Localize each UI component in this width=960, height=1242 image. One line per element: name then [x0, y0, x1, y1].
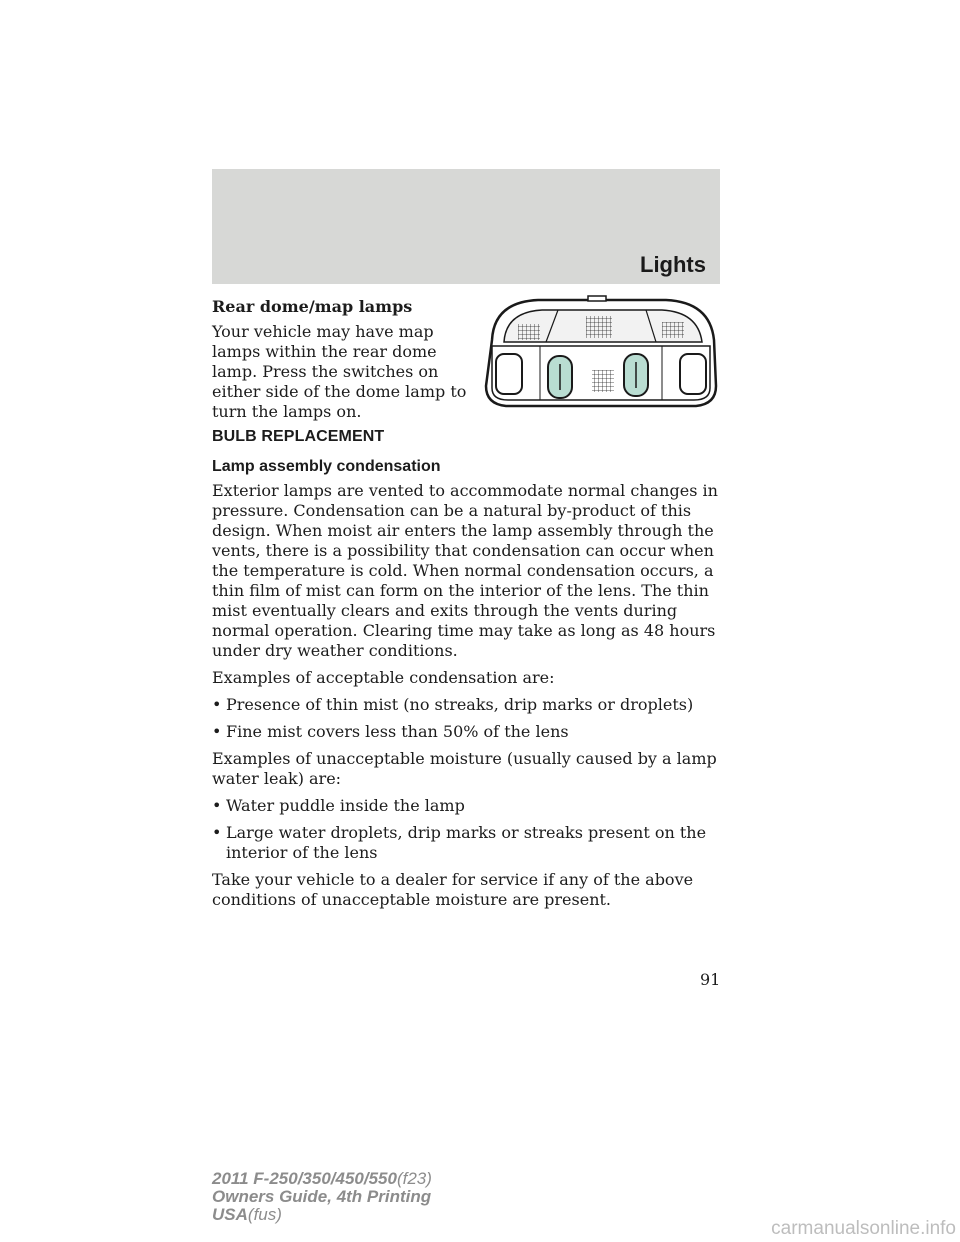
- footer-region-code: (fus): [247, 1205, 282, 1224]
- closing-paragraph: Take your vehicle to a dealer for service if any of the above conditions of unacceptable moisture are present.: [212, 870, 694, 909]
- rear-dome-map-lamp-icon: [478, 290, 724, 415]
- condensation-body: [212, 481, 726, 917]
- bulb-replacement-heading: BULB REPLACEMENT: [212, 428, 385, 445]
- footer-region: USA: [212, 1205, 248, 1224]
- rear-dome-heading: Rear dome/map lamps: [212, 297, 413, 316]
- footer-guide: Owners Guide, 4th Printing: [212, 1187, 432, 1206]
- section-header-band: [212, 169, 720, 284]
- bullet: •: [212, 695, 222, 714]
- list-item: • Water puddle inside the lamp: [212, 796, 465, 815]
- bullet: •: [212, 823, 222, 842]
- rear-dome-text: Your vehicle may have map lamps within the rear dome lamp. Press the switches on either side of the dome lamp to turn the lamps on.: [212, 322, 467, 421]
- section-title: Lights: [640, 252, 706, 277]
- watermark: carmanualsonline.info: [771, 1218, 956, 1239]
- bullet: •: [212, 722, 222, 741]
- list-item: • Presence of thin mist (no streaks, drip marks or droplets): [212, 695, 694, 714]
- acceptable-list: [212, 695, 726, 742]
- list-item: • Fine mist covers less than 50% of the lens: [212, 722, 569, 741]
- unacceptable-list: [212, 796, 726, 863]
- footer-model: 2011 F-250/350/450/550: [212, 1169, 397, 1188]
- footer-imprint: [212, 1170, 432, 1224]
- page-number: 91: [700, 970, 721, 989]
- list-item: • Large water droplets, drip marks or streaks present on the interior of the lens: [212, 823, 707, 862]
- footer-model-code: (f23): [396, 1169, 432, 1188]
- condensation-subheading: Lamp assembly condensation: [212, 458, 441, 475]
- condensation-paragraph: Exterior lamps are vented to accommodate normal changes in pressure. Condensation can be a natural by-product of this design. When moist air enters the lamp assembly through the vents, there is a possibility that condensation can occur when the temperature is cold. When normal condensation occurs, a thin film of mist can form on the interior of the lens. The thin mist eventually clears and exits through the vents during normal operation. Clearing time may take as long as 48 hours under dry weather conditions.: [212, 481, 718, 660]
- acceptable-intro: Examples of acceptable condensation are:: [212, 668, 555, 687]
- unacceptable-intro: Examples of unacceptable moisture (usually caused by a lamp water leak) are:: [212, 749, 717, 788]
- bullet: •: [212, 796, 222, 815]
